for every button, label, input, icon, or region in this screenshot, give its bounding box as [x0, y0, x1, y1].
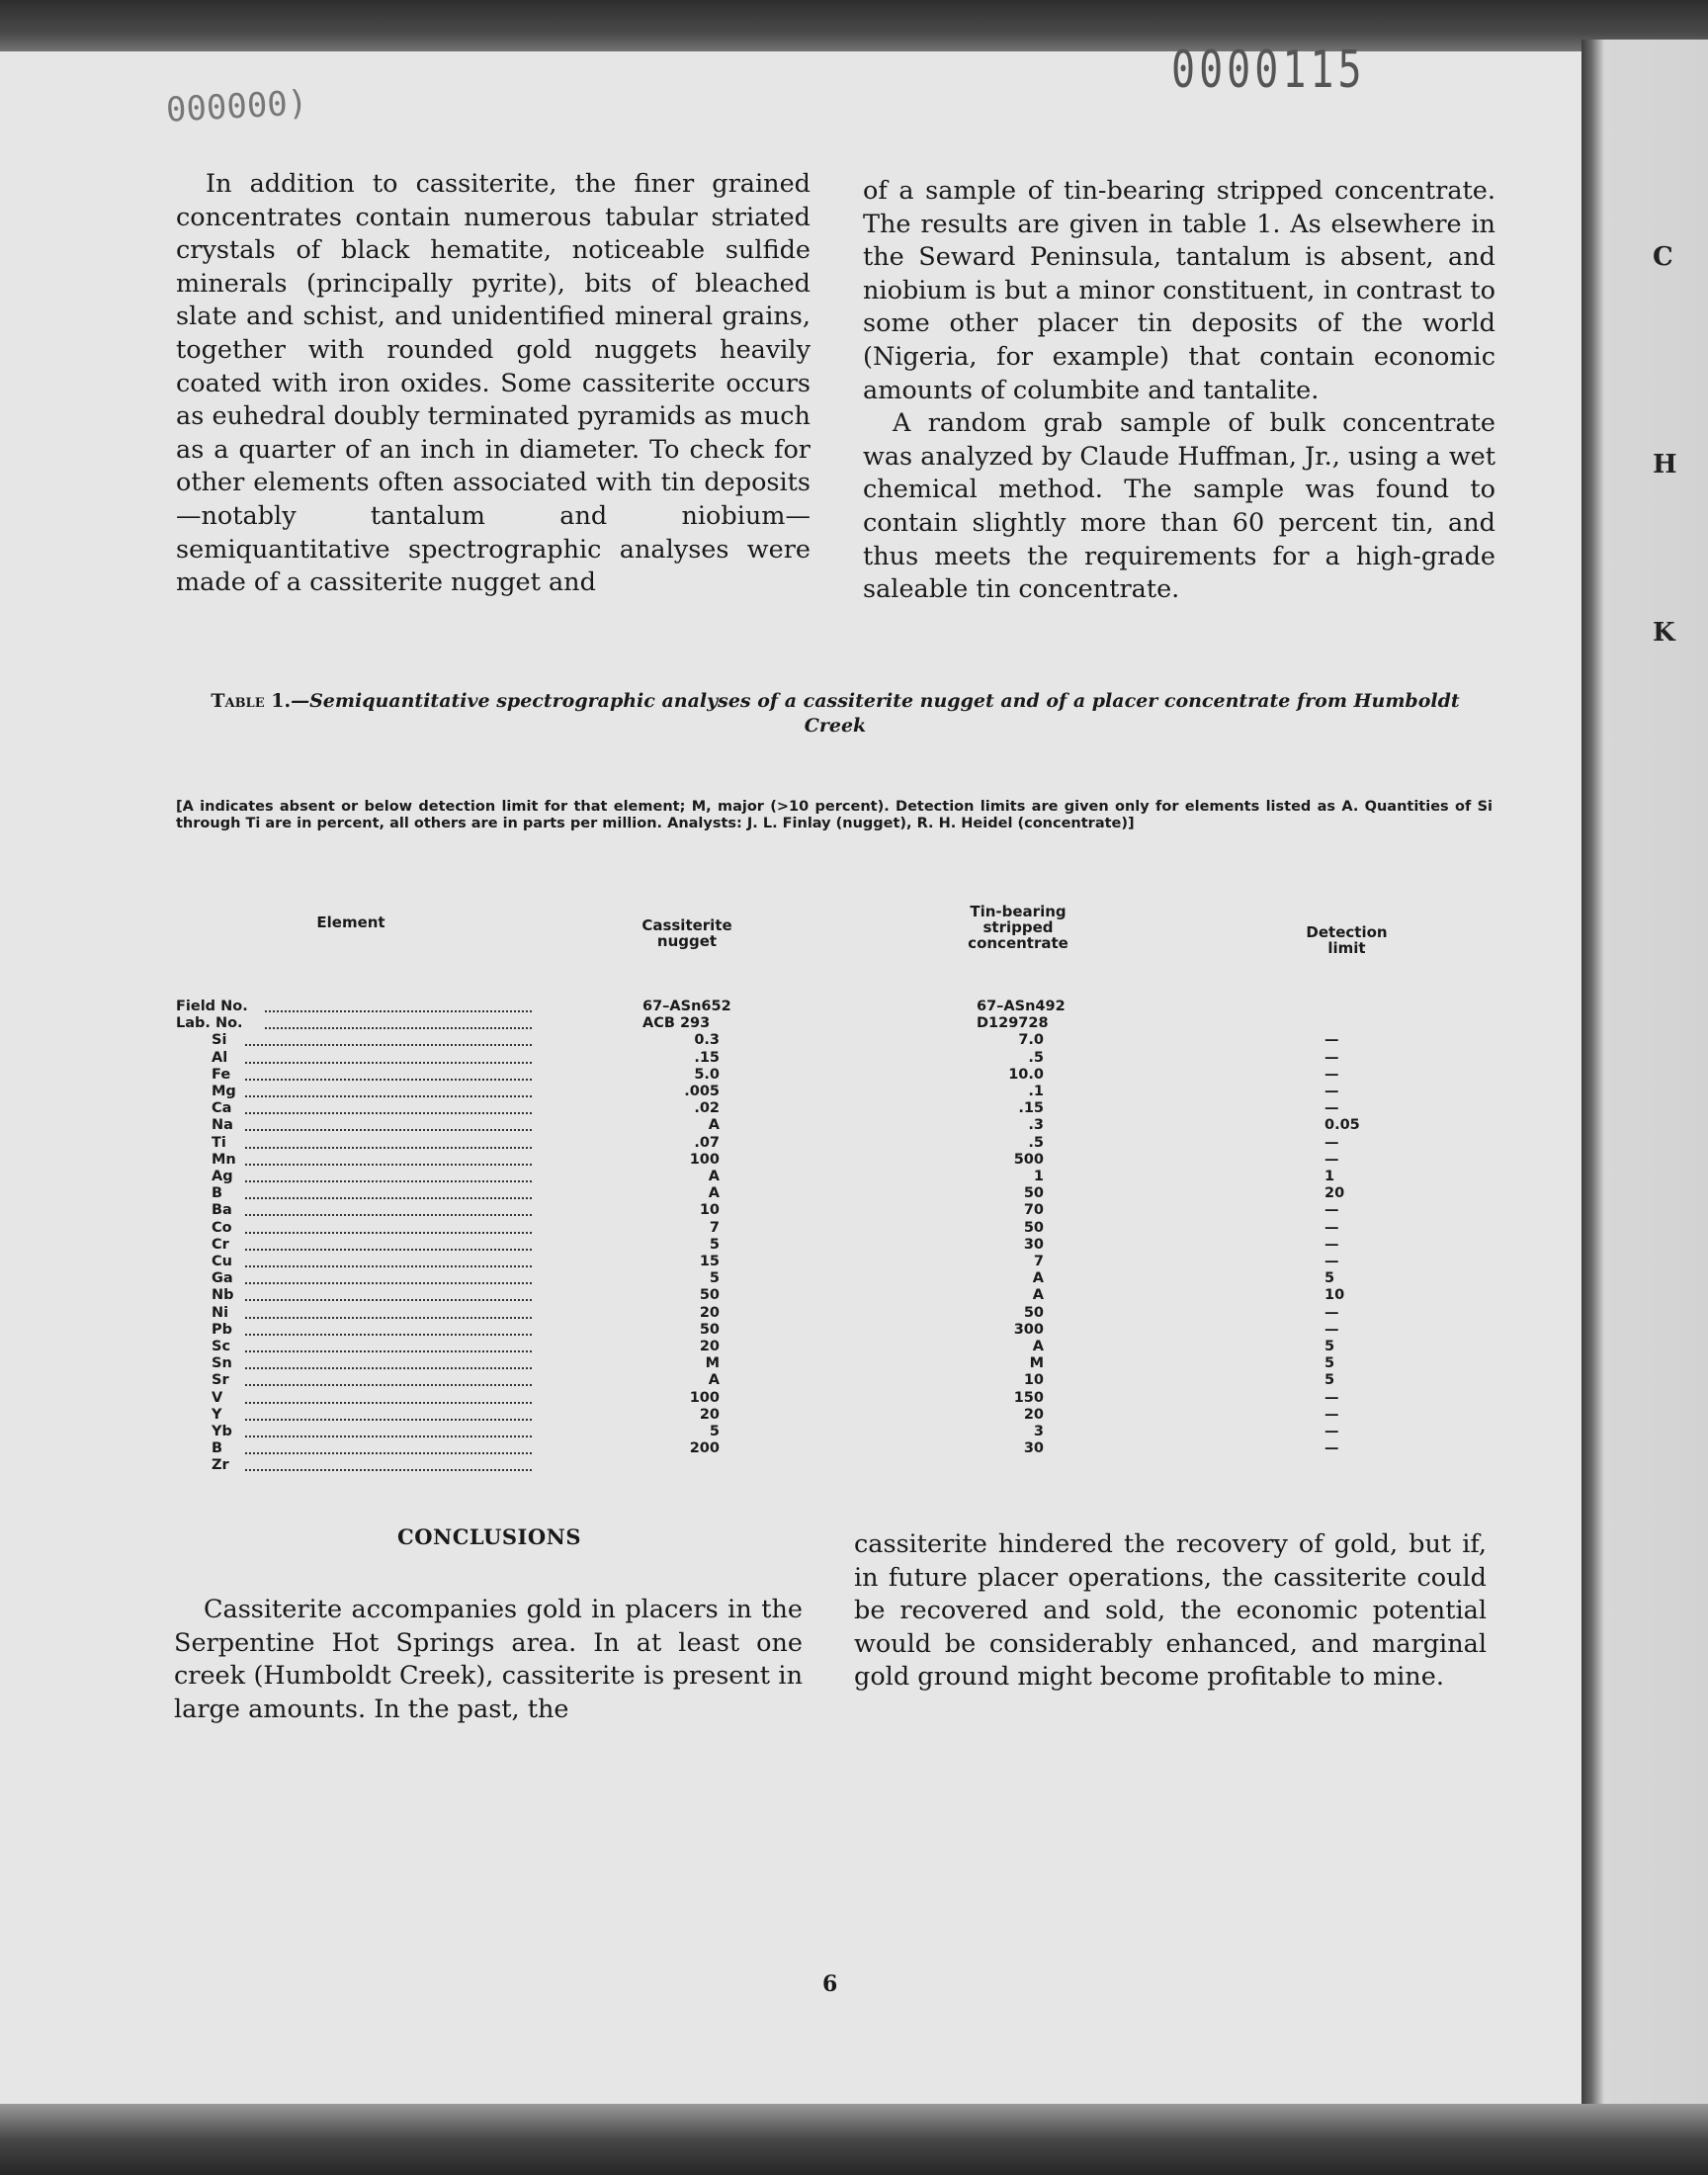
table-row — [176, 1390, 1461, 1407]
cell-nugget: A — [708, 1185, 720, 1202]
dot-leader — [245, 1129, 532, 1131]
cell-nugget: 10 — [699, 1202, 720, 1219]
element-symbol: Na — [212, 1117, 233, 1134]
cell-detection-limit: — — [1324, 1406, 1339, 1423]
element-symbol: Ag — [212, 1169, 233, 1184]
table-row — [176, 1355, 1461, 1372]
cell-concentrate: 7 — [1033, 1254, 1044, 1269]
header-nugget-line: Cassiterite — [641, 916, 732, 934]
cell-concentrate: 20 — [1023, 1406, 1044, 1423]
edge-letter-c: C — [1653, 242, 1673, 272]
cell-concentrate: 150 — [1013, 1389, 1044, 1406]
cell-concentrate: 67–ASn492 — [977, 999, 1066, 1014]
table-row — [176, 1169, 1461, 1185]
cell-detection-limit: — — [1324, 1389, 1339, 1406]
cell-nugget: .02 — [694, 1100, 720, 1117]
cell-concentrate: 30 — [1023, 1236, 1044, 1253]
cell-nugget: 0.3 — [694, 1032, 720, 1049]
cell-concentrate: A — [1032, 1339, 1044, 1354]
cell-detection-limit: — — [1324, 1100, 1339, 1117]
element-symbol: Sn — [212, 1355, 232, 1372]
cell-nugget: 15 — [699, 1254, 720, 1269]
table-row — [176, 1424, 1461, 1440]
element-symbol: Si — [212, 1032, 227, 1049]
right-column-top — [863, 175, 1495, 607]
element-symbol: Nb — [212, 1287, 234, 1304]
table-row — [176, 1084, 1461, 1100]
element-symbol: Ti — [212, 1134, 226, 1151]
cell-detection-limit: 5 — [1324, 1372, 1335, 1389]
dot-leader — [245, 1419, 532, 1421]
table-row — [176, 1270, 1461, 1287]
header-element: Element — [316, 914, 385, 931]
cell-detection-limit: — — [1324, 1304, 1339, 1321]
element-symbol: Sr — [212, 1372, 229, 1389]
cell-nugget: .15 — [694, 1049, 720, 1066]
element-symbol: Fe — [212, 1066, 231, 1083]
cell-detection-limit: — — [1324, 1440, 1339, 1457]
cell-concentrate: .15 — [1018, 1100, 1044, 1117]
cell-detection-limit: 5 — [1324, 1339, 1335, 1354]
cell-detection-limit: 10 — [1324, 1287, 1345, 1304]
table-row — [176, 1457, 1461, 1474]
edge-letter-h: H — [1653, 450, 1677, 479]
element-symbol: Pb — [212, 1321, 233, 1338]
table-row — [176, 1015, 1461, 1032]
header-limit-line: limit — [1327, 939, 1366, 957]
cell-nugget: 67–ASn652 — [642, 999, 731, 1014]
table-row — [176, 1254, 1461, 1270]
table-row — [176, 1322, 1461, 1339]
dot-leader — [245, 1367, 532, 1369]
cell-nugget: 50 — [699, 1321, 720, 1338]
dot-leader — [245, 1334, 532, 1336]
cell-detection-limit: — — [1324, 1424, 1339, 1439]
dot-leader — [245, 1164, 532, 1166]
dot-leader — [245, 1197, 532, 1199]
dot-leader — [265, 1027, 532, 1029]
element-symbol: Lab. No. — [176, 1015, 243, 1032]
cell-detection-limit: 20 — [1324, 1185, 1345, 1202]
cell-concentrate: A — [1032, 1287, 1044, 1304]
cell-detection-limit: — — [1324, 1202, 1339, 1219]
cell-concentrate: D129728 — [977, 1015, 1049, 1032]
dot-leader — [245, 1436, 532, 1437]
cell-nugget: 100 — [689, 1389, 720, 1406]
element-symbol: Cr — [212, 1236, 229, 1253]
conclusions-left-column — [174, 1594, 803, 1726]
dot-leader — [245, 1452, 532, 1454]
cell-detection-limit: 5 — [1324, 1355, 1335, 1372]
header-concentrate-line: stripped — [982, 918, 1054, 936]
cell-concentrate: .1 — [1028, 1084, 1044, 1099]
element-symbol: Ca — [212, 1100, 232, 1117]
cell-concentrate: 7.0 — [1018, 1032, 1044, 1049]
dot-leader — [245, 1350, 532, 1352]
dot-leader — [245, 1044, 532, 1046]
section-heading: CONCLUSIONS — [397, 1524, 581, 1549]
dot-leader — [245, 1232, 532, 1234]
table-row — [176, 1305, 1461, 1322]
table-row — [176, 1117, 1461, 1134]
table-note: [A indicates absent or below detection limit for that element; M, major (>10 percent). Detection limits are given only for elements listed as A. Quantities of Si through Ti are in percent, all others are in parts per million. Analysts: J. L. Finlay (nugget), R. H. Heidel (concentrate)] — [176, 799, 1493, 831]
dot-leader — [245, 1147, 532, 1149]
scan-shadow-bottom — [0, 2104, 1708, 2175]
header-detection-limit — [1275, 924, 1418, 956]
element-symbol: Y — [212, 1406, 222, 1423]
cell-detection-limit: — — [1324, 1236, 1339, 1253]
cell-concentrate: .3 — [1028, 1117, 1044, 1134]
dot-leader — [245, 1317, 532, 1319]
dot-leader — [245, 1062, 532, 1064]
conclusions-right-column — [854, 1528, 1487, 1695]
cell-concentrate: .5 — [1028, 1134, 1044, 1151]
dot-leader — [245, 1180, 532, 1182]
cell-nugget: ACB 293 — [642, 1015, 711, 1032]
edge-letter-k: K — [1653, 618, 1675, 648]
dot-leader — [245, 1079, 532, 1081]
dot-leader — [245, 1112, 532, 1114]
cell-concentrate: 3 — [1033, 1424, 1044, 1439]
cell-detection-limit: 5 — [1324, 1270, 1335, 1287]
table-row — [176, 1152, 1461, 1169]
element-symbol: B — [212, 1440, 223, 1457]
cell-concentrate: 30 — [1023, 1440, 1044, 1457]
page-number: 6 — [822, 1971, 838, 1997]
table-row — [176, 1100, 1461, 1117]
cell-concentrate: 70 — [1023, 1202, 1044, 1219]
element-symbol: Ga — [212, 1270, 233, 1287]
cell-detection-limit: — — [1324, 1219, 1339, 1236]
cell-concentrate: A — [1032, 1270, 1044, 1287]
table-row — [176, 1339, 1461, 1355]
table-row — [176, 1220, 1461, 1237]
cell-nugget: 20 — [699, 1406, 720, 1423]
cell-detection-limit: 1 — [1324, 1169, 1335, 1184]
header-nugget-line: nugget — [656, 932, 718, 950]
element-symbol: Cu — [212, 1254, 232, 1269]
cell-nugget: 20 — [699, 1339, 720, 1354]
table-row — [176, 1032, 1461, 1049]
cell-nugget: 20 — [699, 1304, 720, 1321]
cell-nugget: 100 — [689, 1151, 720, 1168]
table-row — [176, 1237, 1461, 1254]
cell-nugget: 5 — [709, 1270, 720, 1287]
archive-stamp-faint: 000000) — [165, 83, 309, 130]
left-column-top — [176, 168, 811, 600]
element-symbol: Field No. — [176, 999, 248, 1014]
table-title: —Semiquantitative spectrographic analyses of a cassiterite nugget and of a placer concentrate from Humboldt Creek — [291, 690, 1460, 737]
element-symbol: Ni — [212, 1304, 229, 1321]
dot-leader — [245, 1384, 532, 1386]
dot-leader — [245, 1469, 532, 1471]
table-caption — [178, 689, 1493, 739]
cell-nugget: 200 — [689, 1440, 720, 1457]
element-symbol: Mg — [212, 1084, 236, 1099]
element-symbol: Al — [212, 1049, 228, 1066]
table-row — [176, 1135, 1461, 1152]
header-nugget — [613, 917, 761, 949]
dot-leader — [245, 1265, 532, 1267]
element-symbol: Yb — [212, 1424, 232, 1439]
dot-leader — [245, 1214, 532, 1216]
dot-leader — [245, 1249, 532, 1251]
facing-page-edge — [1581, 40, 1708, 2116]
cell-nugget: A — [708, 1372, 720, 1389]
table-row — [176, 1440, 1461, 1457]
element-symbol: Zr — [212, 1457, 229, 1474]
cell-concentrate: 50 — [1023, 1219, 1044, 1236]
dot-leader — [245, 1402, 532, 1404]
dot-leader — [265, 1010, 532, 1012]
cell-concentrate: 10.0 — [1008, 1066, 1044, 1083]
table-row — [176, 1287, 1461, 1304]
cell-nugget: .005 — [684, 1084, 720, 1099]
element-symbol: V — [212, 1389, 223, 1406]
table-row — [176, 1407, 1461, 1424]
cell-concentrate: 50 — [1023, 1304, 1044, 1321]
header-limit-line: Detection — [1306, 923, 1388, 941]
cell-concentrate: 50 — [1023, 1185, 1044, 1202]
cell-detection-limit: — — [1324, 1321, 1339, 1338]
header-concentrate-line: concentrate — [968, 934, 1068, 952]
cell-nugget: 5.0 — [694, 1066, 720, 1083]
element-symbol: Mn — [212, 1151, 236, 1168]
cell-detection-limit: — — [1324, 1254, 1339, 1269]
cell-concentrate: 300 — [1013, 1321, 1044, 1338]
cell-nugget: 5 — [709, 1424, 720, 1439]
paragraph: A random grab sample of bulk concentrate was analyzed by Claude Huffman, Jr., using a wet chemical method. The sample was found to contain slightly more than 60 percent tin, and thus meets the requirements for a high-grade saleable tin concentrate. — [863, 408, 1495, 605]
cell-nugget: 50 — [699, 1287, 720, 1304]
cell-detection-limit: 0.05 — [1324, 1117, 1360, 1134]
cell-concentrate: 10 — [1023, 1372, 1044, 1389]
cell-detection-limit: — — [1324, 1134, 1339, 1151]
cell-nugget: M — [705, 1355, 720, 1372]
header-concentrate-line: Tin-bearing — [970, 903, 1067, 920]
paragraph: Cassiterite accompanies gold in placers in the Serpentine Hot Springs area. In at least one creek (Humboldt Creek), cassiterite is present in large amounts. In the past, the — [174, 1595, 803, 1724]
table-row — [176, 1067, 1461, 1084]
paragraph: of a sample of tin-bearing stripped concentrate. The results are given in table 1. As elsewhere in the Seward Peninsula, tantalum is absent, and niobium is but a minor constituent, in contrast to some other placer tin deposits of the world (Nigeria, for example) that contain economic amounts of columbite and tantalite. — [863, 176, 1495, 405]
element-symbol: Ba — [212, 1202, 232, 1219]
cell-detection-limit: — — [1324, 1151, 1339, 1168]
element-symbol: Co — [212, 1219, 232, 1236]
dot-leader — [245, 1299, 532, 1301]
dot-leader — [245, 1282, 532, 1284]
archive-stamp: 0000115 — [1171, 41, 1366, 100]
dot-leader — [245, 1095, 532, 1097]
cell-nugget: A — [708, 1117, 720, 1134]
cell-detection-limit: — — [1324, 1049, 1339, 1066]
table-row — [176, 999, 1461, 1015]
table-row — [176, 1202, 1461, 1219]
table-row — [176, 1050, 1461, 1067]
element-symbol: Sc — [212, 1339, 231, 1354]
cell-concentrate: 500 — [1013, 1151, 1044, 1168]
table-row — [176, 1185, 1461, 1202]
cell-concentrate: .5 — [1028, 1049, 1044, 1066]
cell-nugget: 7 — [709, 1219, 720, 1236]
cell-detection-limit: — — [1324, 1066, 1339, 1083]
cell-detection-limit: — — [1324, 1032, 1339, 1049]
element-symbol: B — [212, 1185, 223, 1202]
header-concentrate — [944, 904, 1092, 951]
cell-nugget: 5 — [709, 1236, 720, 1253]
table-label: Table 1. — [211, 690, 292, 712]
paragraph: In addition to cassiterite, the finer grained concentrates contain numerous tabular striated crystals of black hematite, noticeable sulfide minerals (principally pyrite), bits of bleached slate and schist, and unidentified mineral grains, together with rounded gold nuggets heavily coated with iron oxides. Some cassiterite occurs as euhedral doubly terminated pyramids as much as a quarter of an inch in diameter. To check for other elements often associated with tin deposits—notably tantalum and niobium—semiquantitative spectrographic analyses were made of a cassiterite nugget and — [176, 169, 811, 598]
paragraph: cassiterite hindered the recovery of gold, but if, in future placer operations, the cassiterite could be recovered and sold, the economic potential would be considerably enhanced, and marginal gold ground might become profitable to mine. — [854, 1529, 1487, 1693]
table-row — [176, 1372, 1461, 1389]
cell-detection-limit: — — [1324, 1084, 1339, 1099]
cell-nugget: .07 — [694, 1134, 720, 1151]
cell-nugget: A — [708, 1169, 720, 1184]
cell-concentrate: M — [1029, 1355, 1044, 1372]
cell-concentrate: 1 — [1033, 1169, 1044, 1184]
